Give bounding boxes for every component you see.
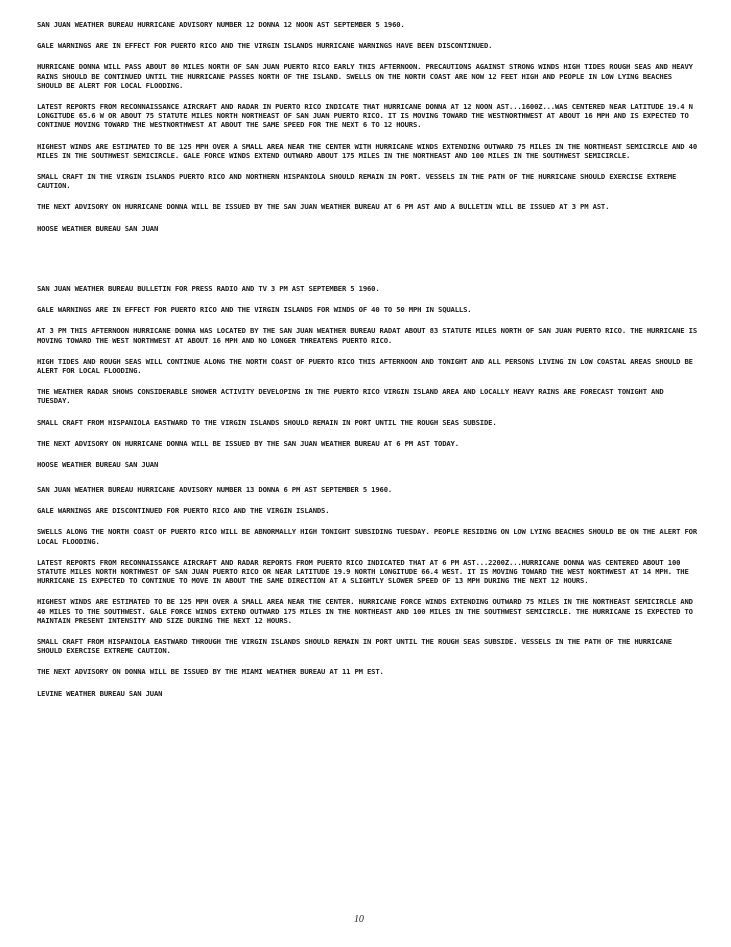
bulletin-paragraph: SMALL CRAFT FROM HISPANIOLA EASTWARD TO THE VIRGIN ISLANDS SHOULD REMAIN IN PORT UNTIL THE ROUGH SEAS SUBSIDE. — [37, 417, 497, 427]
advisory-13-paragraph: LATEST REPORTS FROM RECONNAISSANCE AIRCRAFT AND RADAR REPORTS FROM PUERTO RICO INDICATED THAT AT 6 PM AST...2200Z...HURRICANE DONNA WAS CENTERED ABOUT 100 STATUTE MILES NORTH NORTHWEST OF SAN JUAN PUERTO RICO OR NEAR LATITUDE 19.9 NORTH LONGITUDE 66.4 WEST. IT IS MOVING TOWARD THE WEST NORTHWEST AT 14 MPH. THE HURRICANE IS EXPECTED TO CONTINUE TO MOVE IN ABOUT THE SAME DIRECTION AT A SLIGHTLY SLOWER SPEED OF 13 MPH DURING THE NEXT 12 HOURS. — [37, 557, 689, 586]
advisory-13-paragraph: THE NEXT ADVISORY ON DONNA WILL BE ISSUED BY THE MIAMI WEATHER BUREAU AT 11 PM EST. — [37, 667, 384, 677]
bulletin-paragraph: HIGH TIDES AND ROUGH SEAS WILL CONTINUE ALONG THE NORTH COAST OF PUERTO RICO THIS AFTERNOON AND TONIGHT AND ALL PERSONS LIVING IN LOW COASTAL AREAS SHOULD BE ALERT FOR LOCAL FLOODING. — [37, 356, 693, 376]
advisory-12-paragraph: GALE WARNINGS ARE IN EFFECT FOR PUERTO RICO AND THE VIRGIN ISLANDS HURRICANE WARNINGS HAVE BEEN DISCONTINUED. — [37, 41, 493, 51]
bulletin-paragraph: GALE WARNINGS ARE IN EFFECT FOR PUERTO RICO AND THE VIRGIN ISLANDS FOR WINDS OF 40 TO 50 MPH IN SQUALLS. — [37, 305, 472, 315]
advisory-12-title: SAN JUAN WEATHER BUREAU HURRICANE ADVISORY NUMBER 12 DONNA 12 NOON AST SEPTEMBER 5 1960. — [37, 20, 405, 29]
advisory-13-signature: LEVINE WEATHER BUREAU SAN JUAN — [37, 688, 163, 698]
advisory-12-signature: HOOSE WEATHER BUREAU SAN JUAN — [37, 223, 159, 233]
advisory-12-section — [37, 20, 697, 233]
page-number: 10 — [354, 914, 364, 925]
advisory-13-paragraph: SWELLS ALONG THE NORTH COAST OF PUERTO RICO WILL BE ABNORMALLY HIGH TONIGHT SUBSIDING TUESDAY. PEOPLE RESIDING ON LOW LYING BEACHES SHOULD BE ON THE ALERT FOR LOCAL FLOODING. — [37, 527, 698, 546]
advisory-13-title: SAN JUAN WEATHER BUREAU HURRICANE ADVISORY NUMBER 13 DONNA 6 PM AST SEPTEMBER 5 1960. — [37, 485, 393, 494]
advisory-13-section — [37, 485, 697, 698]
bulletin-paragraph: THE NEXT ADVISORY ON HURRICANE DONNA WILL BE ISSUED BY THE SAN JUAN WEATHER BUREAU AT 6 PM AST TODAY. — [37, 438, 459, 448]
bulletin-title: SAN JUAN WEATHER BUREAU BULLETIN FOR PRESS RADIO AND TV 3 PM AST SEPTEMBER 5 1960. — [37, 284, 380, 293]
advisory-12-paragraph: HIGHEST WINDS ARE ESTIMATED TO BE 125 MPH OVER A SMALL AREA NEAR THE CENTER WITH HURRICANE WINDS EXTENDING OUTWARD 75 MILES IN THE NORTHEAST SEMICIRCLE AND 40 MILES IN THE SOUTHWEST SEMICIRCLE. GALE FORCE WINDS EXTEND OUTWARD ABOUT 175 MILES IN THE NORTHEAST AND 100 MILES IN THE SOUTHWEST SEMICIRCLE. — [37, 141, 698, 160]
bulletin-paragraph: AT 3 PM THIS AFTERNOON HURRICANE DONNA WAS LOCATED BY THE SAN JUAN WEATHER BUREAU RADAT ABOUT 83 STATUTE MILES NORTH OF SAN JUAN PUERTO RICO. THE HURRICANE IS MOVING TOWARD THE WEST NORTHWEST AT ABOUT 16 MPH AND NO LONGER THREATENS PUERTO RICO. — [37, 326, 698, 345]
advisory-12-paragraph: HURRICANE DONNA WILL PASS ABOUT 80 MILES NORTH OF SAN JUAN PUERTO RICO EARLY THIS AFTERNOON. PRECAUTIONS AGAINST STRONG WINDS HIGH TIDES ROUGH SEAS AND HEAVY RAINS SHOULD BE CONTINUED UNTIL THE HURRICANE PASSES NORTH OF THE ISLAND. SWELLS ON THE NORTH COAST ARE NOW 12 FEET HIGH AND PEOPLE IN LOW LYING BEACHES SHOULD BE ALERT FOR LOCAL FLOODING. — [37, 62, 693, 90]
bulletin-signature: HOOSE WEATHER BUREAU SAN JUAN — [37, 460, 159, 470]
advisory-12-paragraph: LATEST REPORTS FROM RECONNAISSANCE AIRCRAFT AND RADAR IN PUERTO RICO INDICATE THAT HURRICANE DONNA AT 12 NOON AST...1600Z...WAS CENTERED NEAR LATITUDE 19.4 N LONGITUDE 65.6 W OR ABOUT 75 STATUTE MILES NORTH NORTHEAST OF SAN JUAN PUERTO RICO. IT IS MOVING TOWARD THE WESTNORTHWEST AT ABOUT 16 MPH AND IS EXPECTED TO CONTINUE MOVING TOWARD THE WESTNORTHWEST AT ABOUT THE SAME SPEED FOR THE NEXT 6 TO 12 HOURS. — [37, 102, 693, 130]
advisory-12-paragraph: THE NEXT ADVISORY ON HURRICANE DONNA WILL BE ISSUED BY THE SAN JUAN WEATHER BUREAU AT 6 PM AST AND A BULLETIN WILL BE ISSUED AT 3 PM AST. — [37, 202, 610, 212]
advisory-13-paragraph: SMALL CRAFT FROM HISPANIOLA EASTWARD THROUGH THE VIRGIN ISLANDS SHOULD REMAIN IN PORT UNTIL THE ROUGH SEAS SUBSIDE. VESSELS IN THE PATH OF THE HURRICANE SHOULD EXERCISE EXTREME CAUTION. — [37, 637, 672, 656]
advisory-13-paragraph: HIGHEST WINDS ARE ESTIMATED TO BE 125 MPH OVER A SMALL AREA NEAR THE CENTER. HURRICANE FORCE WINDS EXTENDING OUTWARD 75 MILES IN THE NORTHEAST SEMICIRCLE AND 40 MILES TO THE SOUTHWEST. GALE FORCE WINDS EXTEND OUTWARD 175 MILES IN THE NORTHEAST AND 100 MILES IN THE SOUTHWEST SEMICIRCLE. THE HURRICANE IS EXPECTED TO MAINTAIN PRESENT INTENSITY AND SIZE DURING THE NEXT 12 HOURS. — [37, 597, 693, 625]
bulletin-paragraph: THE WEATHER RADAR SHOWS CONSIDERABLE SHOWER ACTIVITY DEVELOPING IN THE PUERTO RICO VIRGIN ISLAND AREA AND LOCALLY HEAVY RAINS ARE FORECAST TONIGHT AND TUESDAY. — [37, 387, 664, 406]
advisory-12-paragraph: SMALL CRAFT IN THE VIRGIN ISLANDS PUERTO RICO AND NORTHERN HISPANIOLA SHOULD REMAIN IN PORT. VESSELS IN THE PATH OF THE HURRICANE SHOULD EXERCISE EXTREME CAUTION. — [37, 172, 677, 191]
advisory-13-paragraph: GALE WARNINGS ARE DISCONTINUED FOR PUERTO RICO AND THE VIRGIN ISLANDS. — [37, 506, 330, 516]
bulletin-section — [37, 284, 697, 469]
